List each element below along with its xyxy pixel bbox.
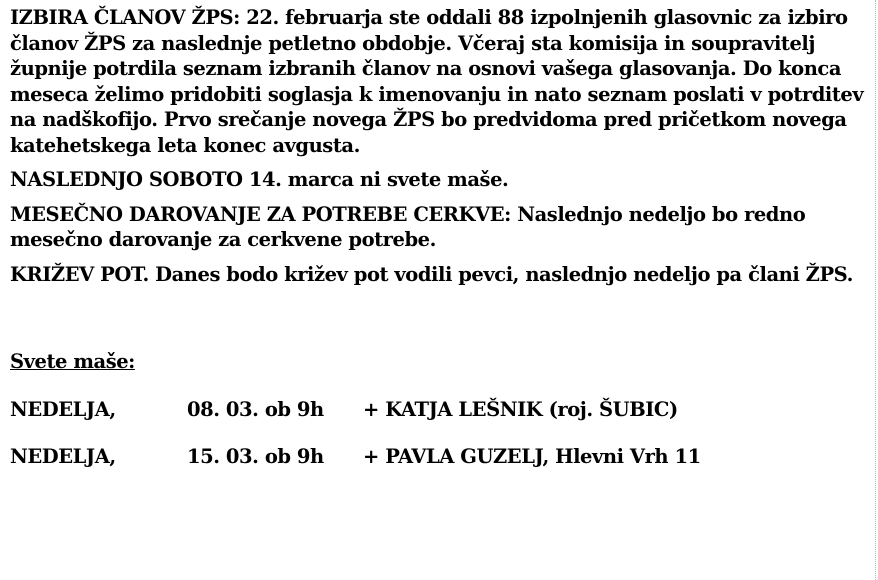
announcement-monthly-offering: MESEČNO DAROVANJE ZA POTREBE CERKVE: Naslednjo nedeljo bo redno mesečno darovanje za cerkvene potrebe. bbox=[10, 202, 806, 251]
bulletin-content bbox=[10, 5, 868, 492]
mass-intention: + PAVLA GUZELJ, Hlevni Vrh 11 bbox=[363, 445, 701, 468]
announcement-parish-council-election: IZBIRA ČLANOV ŽPS: 22. februarja ste oddali 88 izpolnjenih glasovnic za izbiro članov ŽPS za naslednje petletno obdobje. Včeraj sta komisija in soupravitelj župnije potrdila seznam izbranih članov na osnovi vašega glasovanja. Do konca meseca želimo pridobiti soglasja k imenovanju in nato seznam poslati v potrditev na nadškofijo. Prvo srečanje novega ŽPS bo predvidoma pred pričetkom novega katehetskega leta konec avgusta. bbox=[10, 6, 864, 157]
mass-intention: + KATJA LEŠNIK (roj. ŠUBIC) bbox=[363, 397, 678, 421]
mass-date-time: 08. 03. ob 9h bbox=[187, 397, 324, 421]
masses-heading: Svete maše: bbox=[10, 350, 135, 373]
mass-day: NEDELJA, bbox=[10, 397, 116, 421]
mass-day: NEDELJA, bbox=[10, 445, 116, 468]
announcement-no-mass-saturday: NASLEDNJO SOBOTO 14. marca ni svete maše. bbox=[10, 168, 509, 191]
mass-row bbox=[10, 444, 868, 470]
mass-row bbox=[10, 397, 868, 423]
section-spacer bbox=[10, 296, 868, 349]
mass-date-time: 15. 03. ob 9h bbox=[187, 445, 324, 468]
announcement-way-of-the-cross: KRIŽEV POT. Danes bodo križev pot vodili pevci, naslednjo nedeljo pa člani ŽPS. bbox=[10, 262, 853, 286]
